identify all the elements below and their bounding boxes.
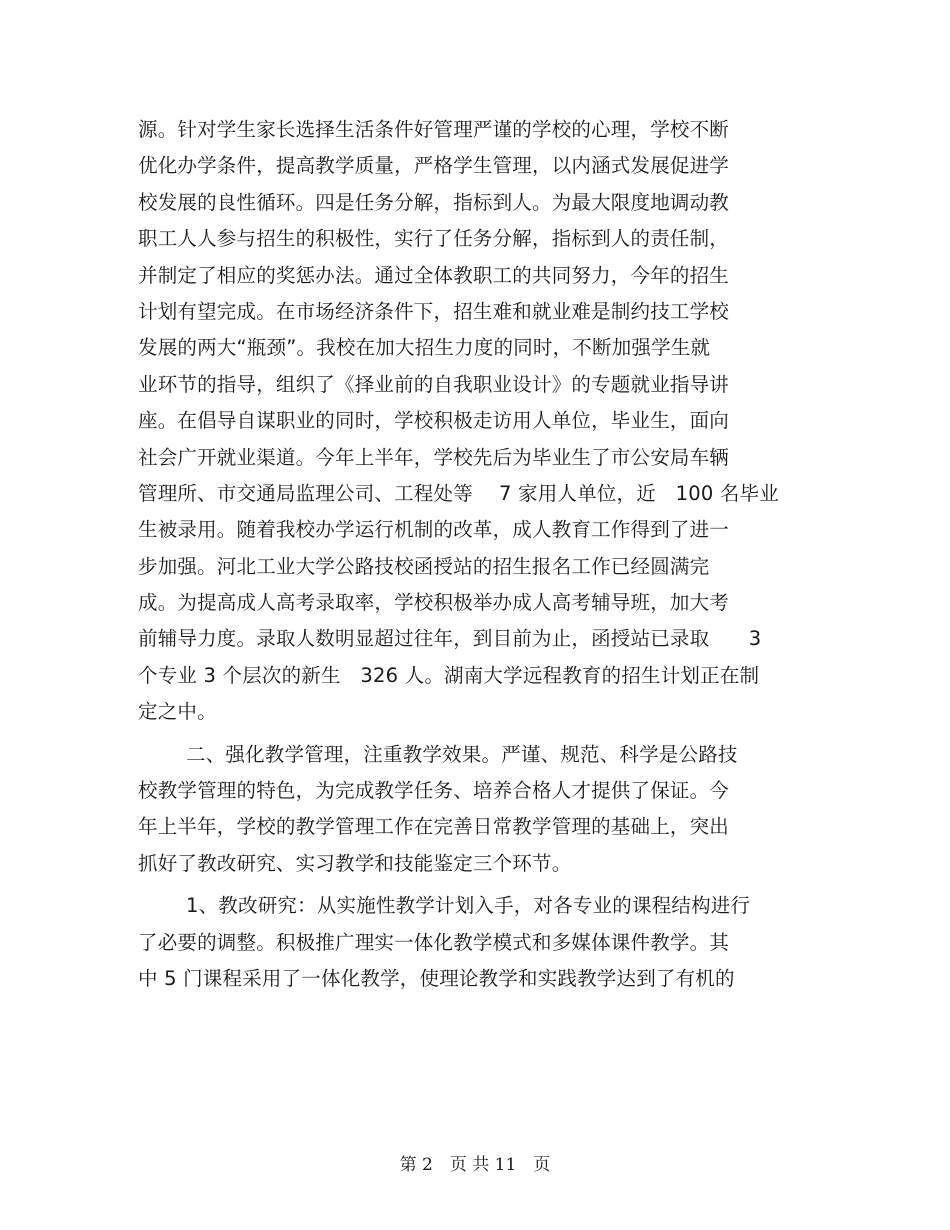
text-line: 年上半年，学校的教学管理工作在完善日常教学管理的基础上，突出 [138,815,730,839]
text-line: 业环节的指导，组织了《择业前的自我职业设计》的专题就业指导讲 [138,372,730,396]
text-line: 校教学管理的特色，为完成教学任务、培养合格人才提供了保证。今 [138,779,730,803]
text-line: 管理所、市交通局监理公司、工程处等 7 家用人单位，近 100 名毕业 [138,481,779,505]
subsection-heading-line: 1、教改研究：从实施性教学计划入手，对各专业的课程结构进行 [186,894,751,918]
text-line: 优化办学条件，提高教学质量，严格学生管理，以内涵式发展促进学 [138,154,730,178]
text-line: 步加强。河北工业大学公路技校函授站的招生报名工作已经圆满完 [138,554,710,578]
text-line: 社会广开就业渠道。今年上半年，学校先后为毕业生了市公安局车辆 [138,445,730,469]
text-line: 发展的两大“瓶颈”。我校在加大招生力度的同时，不断加强学生就 [138,336,711,360]
text-line: 生被录用。随着我校办学运行机制的改革，成人教育工作得到了进一 [138,518,730,542]
text-line: 计划有望完成。在市场经济条件下，招生难和就业难是制约技工学校 [138,299,730,323]
text-line: 中 5 门课程采用了一体化教学，使理论教学和实践教学达到了有机的 [138,966,735,990]
text-line: 个专业 3 个层次的新生 326 人。湖南大学远程教育的招生计划正在制 [138,663,760,687]
text-line: 定之中。 [138,700,217,724]
text-line: 源。针对学生家长选择生活条件好管理严谨的学校的心理，学校不断 [138,118,730,141]
page-number-footer: 第 2 页 共 11 页 [399,1155,551,1175]
text-line: 职工人人参与招生的积极性，实行了任务分解，指标到人的责任制， [138,227,730,251]
text-line: 并制定了相应的奖惩办法。通过全体教职工的共同努力，今年的招生 [138,263,730,287]
body-text [138,112,798,997]
text-line: 校发展的良性循环。四是任务分解，指标到人。为最大限度地调动教 [138,190,730,214]
section-heading-line: 二、强化教学管理，注重教学效果。严谨、规范、科学是公路技 [186,742,738,766]
text-line: 了必要的调整。积极推广理实一体化教学模式和多媒体课件教学。其 [138,930,730,954]
text-line: 前辅导力度。录取人数明显超过往年，到目前为止，函授站已录取 3 [138,627,762,651]
text-line: 成。为提高成人高考录取率，学校积极举办成人高考辅导班，加大考 [138,591,730,615]
text-line: 座。在倡导自谋职业的同时，学校积极走访用人单位，毕业生，面向 [138,409,730,433]
text-line: 抓好了教改研究、实习教学和技能鉴定三个环节。 [138,851,572,875]
